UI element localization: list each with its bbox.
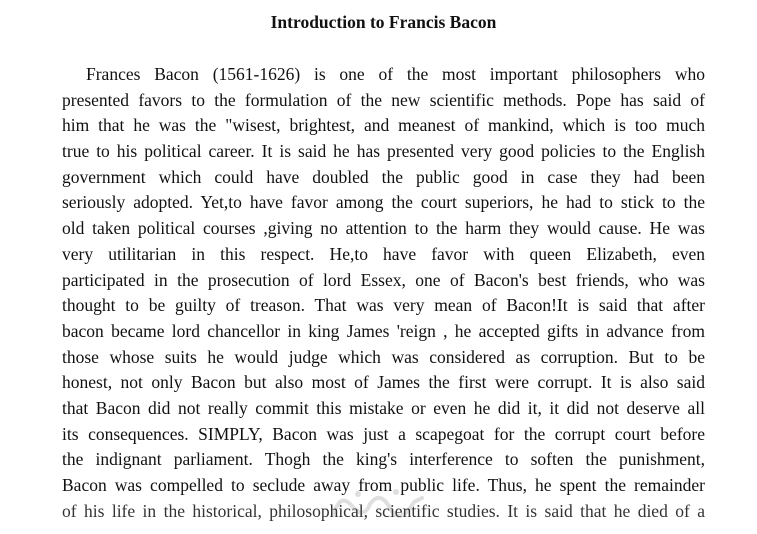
paragraph-line: its consequences. SIMPLY, Bacon was just a scapegoat for the corrupt court before <box>62 423 705 444</box>
paragraph-line: honest, not only Bacon but also most of James the first were corrupt. It is also said <box>62 372 705 393</box>
paragraph-line: presented favors to the formulation of the new scientific methods. Pope has said of <box>62 89 705 110</box>
paragraph-line: bacon became lord chancellor in king James 'reign , he accepted gifts in advance from <box>62 320 705 341</box>
paragraph-line: participated in the prosecution of lord Essex, one of Bacon's best friends, who was <box>62 269 705 290</box>
body-paragraph <box>62 62 705 524</box>
paragraph-line: those whose suits he would judge which was considered as corruption. But to be <box>62 346 705 367</box>
paragraph-line: true to his political career. It is said he has presented very good policies to the English <box>62 141 705 162</box>
watermark-logo-icon <box>330 484 426 522</box>
paragraph-line: that Bacon did not really commit this mistake or even he did it, it did not deserve all <box>62 397 705 418</box>
paragraph-line: the indignant parliament. Thogh the king's interference to soften the punishment, <box>62 449 705 470</box>
paragraph-line: very utilitarian in this respect. He,to have favor with queen Elizabeth, even <box>62 243 705 264</box>
paragraph-line: old taken political courses ,giving no attention to the harm they would cause. He was <box>62 218 705 239</box>
document-title: Introduction to Francis Bacon <box>270 12 497 32</box>
paragraph-line: seriously adopted. Yet,to have favor among the court superiors, he had to stick to the <box>62 192 705 213</box>
paragraph-line: thought to be guilty of treason. That was very mean of Bacon!It is said that after <box>62 295 705 316</box>
paragraph-line: Frances Bacon (1561-1626) is one of the most important philosophers who <box>86 64 705 84</box>
paragraph-line: Bacon was compelled to seclude away from public life. Thus, he spent the remainder <box>62 475 705 495</box>
paragraph-line: government which could have doubled the public good in case they had been <box>62 166 705 187</box>
paragraph-line: of his life in the historical, philosophical, scientific studies. It is said that he died of a <box>62 500 705 521</box>
paragraph-line: him that he was the "wisest, brightest, and meanest of mankind, which is too much <box>62 115 705 136</box>
